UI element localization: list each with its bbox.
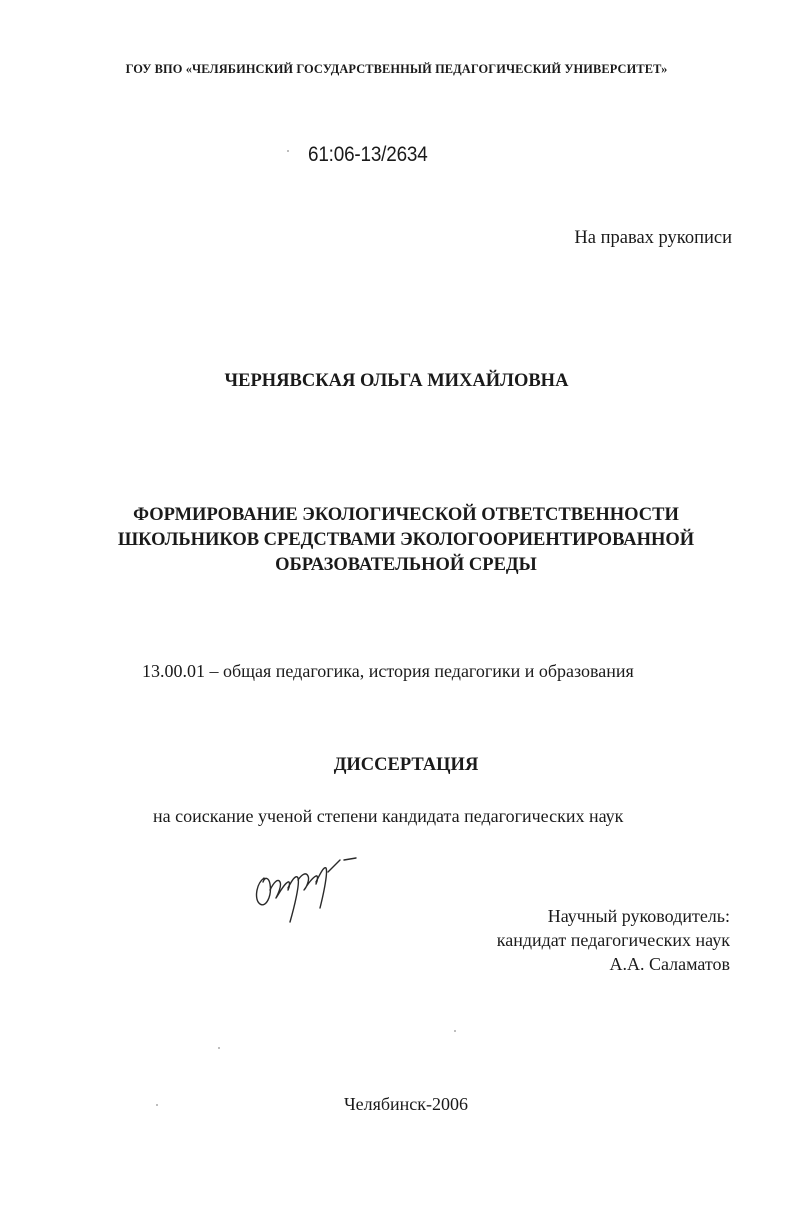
institution-name: ГОУ ВПО «ЧЕЛЯБИНСКИЙ ГОСУДАРСТВЕННЫЙ ПЕДАГОГИЧЕСКИЙ УНИВЕРСИТЕТ» <box>125 62 668 76</box>
archive-stamp-code: 61:06-13/2634 <box>308 143 428 166</box>
document-type: ДИССЕРТАЦИЯ <box>333 755 479 775</box>
scan-speck <box>218 1047 220 1049</box>
degree-line: на соискание ученой степени кандидата педагогических наук <box>153 806 624 826</box>
author-name: ЧЕРНЯВСКАЯ ОЛЬГА МИХАЙЛОВНА <box>224 371 569 391</box>
dissertation-title <box>0 503 793 578</box>
rights-note: На правах рукописи <box>574 228 732 248</box>
supervisor-block <box>497 904 730 976</box>
title-line-3: ОБРАЗОВАТЕЛЬНОЙ СРЕДЫ <box>275 555 537 575</box>
scan-speck <box>454 1030 456 1032</box>
supervisor-rank: кандидат педагогических наук <box>496 930 730 950</box>
supervisor-name: А.А. Саламатов <box>609 954 730 974</box>
supervisor-role: Научный руководитель: <box>547 906 730 926</box>
title-line-1: ФОРМИРОВАНИЕ ЭКОЛОГИЧЕСКОЙ ОТВЕТСТВЕННОСТИ <box>133 505 679 525</box>
scan-speck <box>156 1104 158 1106</box>
title-line-2: ШКОЛЬНИКОВ СРЕДСТВАМИ ЭКОЛОГООРИЕНТИРОВАННОЙ <box>117 530 695 550</box>
scan-speck <box>287 150 289 152</box>
city-year: Челябинск-2006 <box>343 1094 469 1114</box>
handwritten-signature-icon <box>250 838 370 928</box>
specialty-code: 13.00.01 – общая педагогика, история педагогики и образования <box>142 661 634 681</box>
